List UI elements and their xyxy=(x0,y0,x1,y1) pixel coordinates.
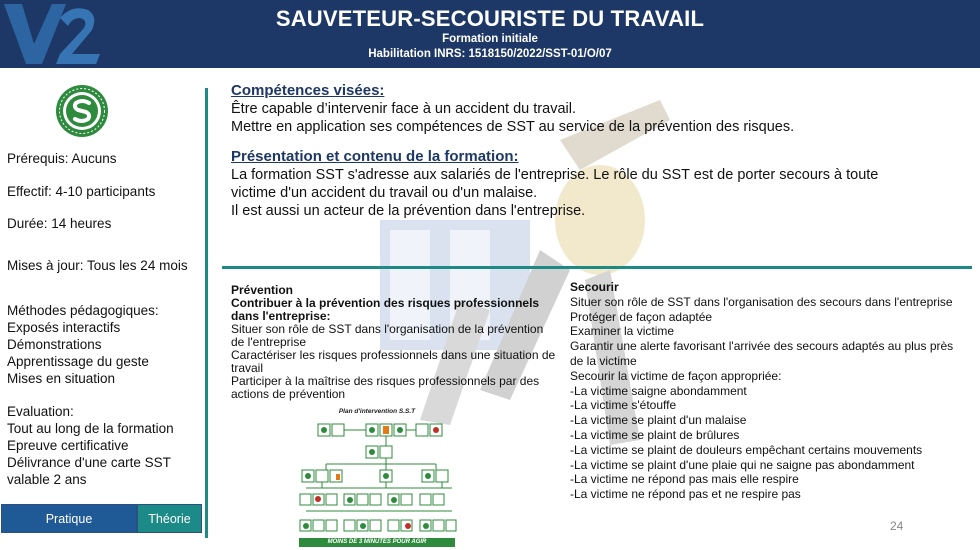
prevention-subtitle: dans l'entreprise: xyxy=(231,309,331,323)
page-subtitle: Formation initiale xyxy=(442,33,538,45)
presentation-line: Il est aussi un acteur de la prévention dans l'entreprise. xyxy=(231,203,586,219)
plan-banner: MOINS DE 3 MINUTES POUR AGIR xyxy=(299,538,455,547)
prerequis-text: Prérequis: Aucuns xyxy=(7,151,117,166)
methodes-item: Exposés interactifs xyxy=(7,320,121,335)
prevention-item: actions de prévention xyxy=(231,387,346,401)
habilitation-text: Habilitation INRS: 1518150/2022/SST-01/O/07 xyxy=(368,48,612,60)
methodes-title: Méthodes pédagogiques: xyxy=(7,303,159,318)
competence-line: Être capable d’intervenir face à un accident du travail. xyxy=(231,101,576,117)
secourir-item: -La victime ne répond pas et ne respire pas xyxy=(570,487,801,502)
presentation-line: victime d'un accident du travail ou d'un malaise. xyxy=(231,185,538,201)
competence-line: Mettre en application ses compétences de SST au service de la prévention des risques. xyxy=(231,119,795,135)
secourir-item: Protéger de façon adaptée xyxy=(570,309,713,324)
secourir-item: -La victime ne répond pas mais elle respire xyxy=(570,472,799,487)
evaluation-item: valable 2 ans xyxy=(7,472,87,487)
presentation-title: Présentation et contenu de la formation: xyxy=(231,148,519,165)
methodes-item: Mises en situation xyxy=(7,371,116,386)
plan-intervention-diagram xyxy=(296,408,458,548)
prevention-item: de l'entreprise xyxy=(231,335,306,349)
secourir-section xyxy=(570,280,970,502)
secourir-item: -La victime se plaint de brûlures xyxy=(570,427,740,442)
theorie-button[interactable]: Théorie xyxy=(137,504,202,533)
secourir-item: Secourir la victime de façon appropriée: xyxy=(570,368,782,383)
secourir-item: Examiner la victime xyxy=(570,324,675,339)
secourir-item: Garantir une alerte favorisant l'arrivée des secours adaptés au plus près xyxy=(570,339,954,354)
sst-logo-icon xyxy=(55,84,109,138)
prevention-subtitle: Contribuer à la prévention des risques professionnels xyxy=(231,296,540,310)
evaluation-title: Evaluation: xyxy=(7,404,74,419)
duree-text: Durée: 14 heures xyxy=(7,216,112,231)
methodes-item: Apprentissage du geste xyxy=(7,354,149,369)
prevention-item: Caractériser les risques professionnels dans une situation de xyxy=(231,348,556,362)
secourir-title: Secourir xyxy=(570,280,619,294)
effectif-text: Effectif: 4-10 participants xyxy=(7,184,156,199)
horizontal-divider xyxy=(222,266,972,269)
prevention-item: Situer son rôle de SST dans l'organisation de la prévention xyxy=(231,322,544,336)
secourir-item: -La victime saigne abondamment xyxy=(570,383,747,398)
mises-a-jour-text: Mises à jour: Tous les 24 mois xyxy=(7,258,188,273)
prevention-item: travail xyxy=(231,361,264,375)
plan-flowchart-icon xyxy=(296,416,458,538)
evaluation-item: Tout au long de la formation xyxy=(7,421,174,436)
header-banner xyxy=(0,0,980,68)
evaluation-block xyxy=(7,403,174,488)
prevention-item: Participer à la maîtrise des risques professionnels par des xyxy=(231,374,540,388)
presentation-line: La formation SST s'adresse aux salariés de l'entreprise. Le rôle du SST est de porter secours à toute xyxy=(231,167,879,183)
secourir-item: -La victime se plaint d'un malaise xyxy=(570,413,747,428)
secourir-item: -La victime se plaint de douleurs empêchant certains mouvements xyxy=(570,442,923,457)
page-title: SAUVETEUR-SECOURISTE DU TRAVAIL xyxy=(275,6,705,31)
secourir-item: Situer son rôle de SST dans l'organisation des secours dans l'entreprise xyxy=(570,294,953,309)
competences-title: Compétences visées: xyxy=(231,82,385,99)
vertical-divider xyxy=(205,88,208,538)
evaluation-item: Délivrance d'une carte SST xyxy=(7,455,171,470)
pratique-button[interactable]: Pratique xyxy=(1,504,137,533)
evaluation-item: Epreuve certificative xyxy=(7,438,129,453)
methodes-item: Démonstrations xyxy=(7,337,102,352)
page-number: 24 xyxy=(890,519,904,533)
secourir-item: -La victime s'étouffe xyxy=(570,398,677,413)
secourir-item: de la victime xyxy=(570,353,637,368)
methodes-block xyxy=(7,302,159,387)
prevention-title: Prévention xyxy=(231,283,294,297)
secourir-item: -La victime se plaint d'une plaie qui ne saigne pas abondamment xyxy=(570,457,915,472)
main-content xyxy=(231,82,971,220)
plan-title: Plan d'intervention S.S.T xyxy=(338,408,416,415)
prevention-section xyxy=(231,284,566,401)
